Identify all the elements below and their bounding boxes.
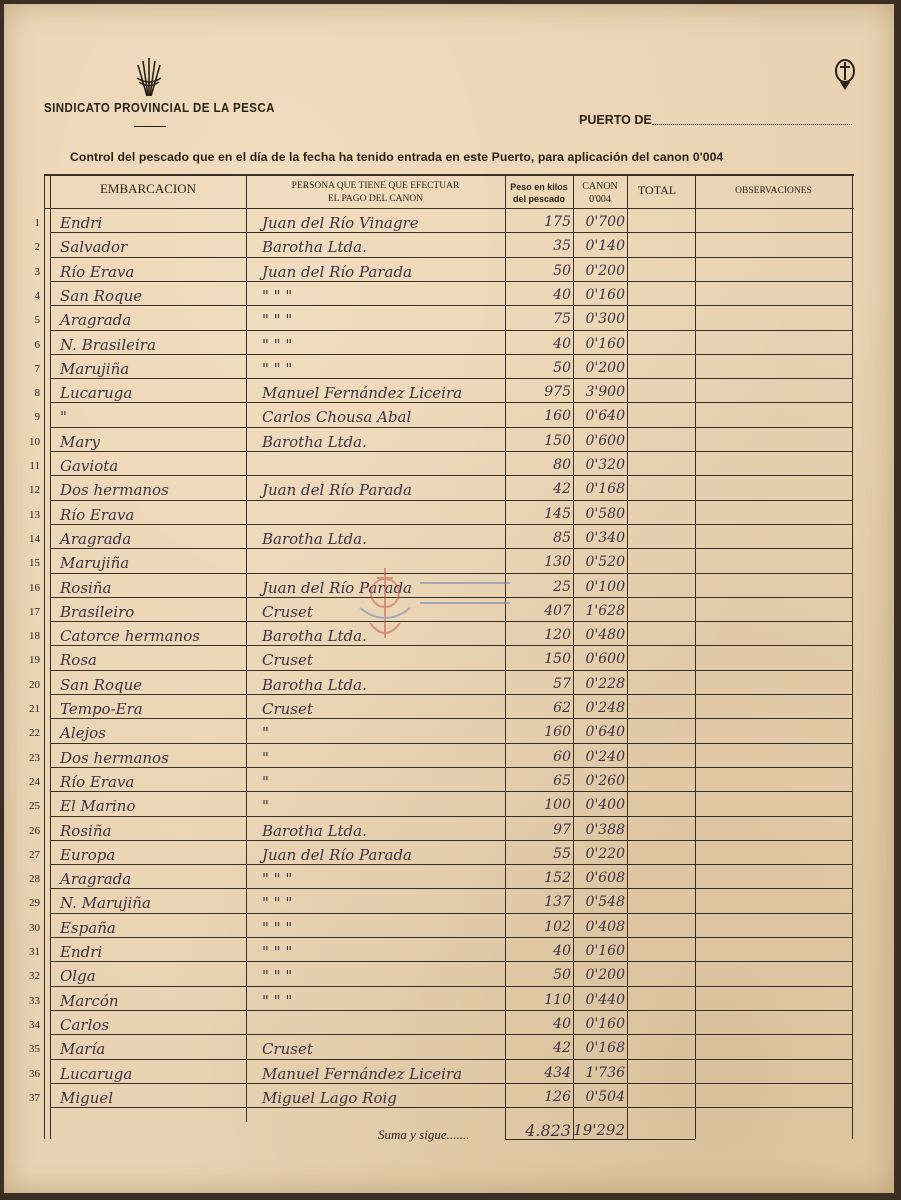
row-number: 21 [29, 703, 40, 715]
row-number: 30 [29, 922, 40, 934]
weight-kg: 75 [553, 311, 571, 327]
canon-amount: 0'140 [585, 238, 625, 254]
row-rule [50, 718, 852, 719]
payer-name: " " " [262, 311, 293, 329]
row-number: 2 [34, 241, 40, 253]
weight-kg: 40 [553, 336, 571, 352]
row-rule [50, 670, 852, 671]
sum-total-canon: 19'292 [573, 1121, 625, 1139]
weight-kg: 137 [544, 894, 571, 910]
weight-kg: 42 [553, 1040, 571, 1056]
row-number: 34 [29, 1019, 40, 1031]
canon-amount: 0'100 [585, 579, 625, 595]
row-rule [50, 816, 852, 817]
boat-name: San Roque [60, 676, 143, 694]
weight-kg: 40 [553, 943, 571, 959]
payer-name: Cruset [262, 1040, 313, 1058]
row-rule [50, 524, 852, 525]
boat-name: Lucaruga [60, 384, 133, 402]
boat-name: Lucaruga [60, 1065, 133, 1083]
row-number: 25 [29, 800, 40, 812]
payer-name: Juan del Río Parada [262, 579, 412, 597]
row-number: 36 [29, 1068, 40, 1080]
row-number: 13 [29, 509, 40, 521]
payer-name: Cruset [262, 651, 313, 669]
row-rule [50, 791, 852, 792]
canon-amount: 0'260 [585, 773, 625, 789]
weight-kg: 126 [544, 1089, 571, 1105]
row-rule [50, 475, 852, 476]
table-top-border [44, 174, 854, 176]
boat-name: Río Erava [60, 773, 135, 791]
weight-kg: 150 [544, 433, 571, 449]
canon-amount: 0'160 [585, 336, 625, 352]
payer-name: Juan del Río Parada [262, 846, 412, 864]
boat-name: Endri [60, 943, 103, 961]
row-rule [50, 378, 852, 379]
canon-amount: 3'900 [585, 384, 625, 400]
boat-name: Dos hermanos [60, 749, 169, 767]
payer-name: Manuel Fernández Liceira [262, 384, 463, 402]
title-underline [134, 126, 166, 127]
canon-amount: 0'320 [585, 457, 625, 473]
weight-kg: 60 [553, 749, 571, 765]
payer-name: Barotha Ltda. [262, 627, 367, 645]
row-number: 32 [29, 970, 40, 982]
canon-amount: 0'228 [585, 676, 625, 692]
row-rule [50, 402, 852, 403]
canon-amount: 0'248 [585, 700, 625, 716]
row-number: 24 [29, 776, 40, 788]
boat-name: Olga [60, 967, 96, 985]
payer-name: " " " [262, 992, 293, 1010]
row-rule [50, 937, 852, 938]
boat-name: Marujiña [60, 554, 130, 572]
row-rule [50, 451, 852, 452]
column-header-observations: OBSERVACIONES [735, 186, 812, 196]
payer-name: Barotha Ltda. [262, 238, 367, 256]
payer-name: " " " [262, 336, 293, 354]
weight-kg: 55 [553, 846, 571, 862]
row-rule [50, 840, 852, 841]
canon-amount: 0'220 [585, 846, 625, 862]
boat-name: Mary [60, 433, 100, 451]
sum-carry-label: Suma y sigue....... [378, 1127, 470, 1142]
payer-name: Manuel Fernández Liceira [262, 1065, 463, 1083]
payer-name: " " " [262, 360, 293, 378]
weight-kg: 975 [544, 384, 571, 400]
payer-name: Barotha Ltda. [262, 822, 367, 840]
row-number: 3 [34, 266, 40, 278]
inner-left-border [50, 174, 51, 1139]
row-number: 12 [29, 484, 40, 496]
canon-amount: 0'160 [585, 1016, 625, 1032]
weight-kg: 407 [544, 603, 571, 619]
payer-name: Miguel Lago Roig [262, 1089, 397, 1107]
payer-name: " " " [262, 870, 293, 888]
payer-name: Juan del Río Parada [262, 263, 412, 281]
canon-amount: 0'168 [585, 481, 625, 497]
weight-kg: 50 [553, 967, 571, 983]
boat-name: Dos hermanos [60, 481, 169, 499]
row-number: 28 [29, 873, 40, 885]
payer-name: " [262, 724, 269, 742]
boat-name: Aragrada [60, 870, 132, 888]
row-number: 37 [29, 1092, 40, 1104]
row-rule [50, 500, 852, 501]
row-number: 15 [29, 557, 40, 569]
row-number: 10 [29, 436, 40, 448]
payer-name: Carlos Chousa Abal [262, 408, 412, 426]
column-header-weight-line1: Peso en kilos [510, 182, 568, 192]
row-number: 1 [34, 217, 40, 229]
row-rule [50, 961, 852, 962]
boat-name: Rosiña [60, 822, 112, 840]
row-rule [50, 330, 852, 331]
seal-icon [832, 56, 858, 92]
boat-name: Europa [60, 846, 116, 864]
boat-name: Marcón [60, 992, 119, 1010]
canon-amount: 0'608 [585, 870, 625, 886]
port-fill-line [652, 124, 852, 125]
row-number: 9 [34, 411, 40, 423]
weight-kg: 85 [553, 530, 571, 546]
canon-amount: 0'600 [585, 651, 625, 667]
row-number: 33 [29, 995, 40, 1007]
row-rule [50, 281, 852, 282]
canon-amount: 0'640 [585, 408, 625, 424]
weight-kg: 40 [553, 1016, 571, 1032]
canon-amount: 0'504 [585, 1089, 625, 1105]
row-number: 23 [29, 752, 40, 764]
canon-amount: 0'440 [585, 992, 625, 1008]
row-rule [50, 888, 852, 889]
boat-name: Brasileiro [60, 603, 135, 621]
weight-kg: 42 [553, 481, 571, 497]
row-number: 8 [34, 387, 40, 399]
weight-kg: 130 [544, 554, 571, 570]
canon-amount: 0'600 [585, 433, 625, 449]
row-rule [50, 1083, 852, 1084]
header-bottom-border [44, 208, 854, 209]
canon-amount: 0'700 [585, 214, 625, 230]
boat-name: Catorce hermanos [60, 627, 200, 645]
boat-name: Río Erava [60, 506, 135, 524]
row-rule [50, 743, 852, 744]
canon-amount: 0'340 [585, 530, 625, 546]
canon-amount: 0'520 [585, 554, 625, 570]
row-number: 6 [34, 339, 40, 351]
weight-kg: 62 [553, 700, 571, 716]
port-label: PUERTO DE [579, 113, 652, 127]
sum-total-weight: 4.823 [525, 1121, 571, 1140]
row-rule [50, 767, 852, 768]
canon-amount: 0'200 [585, 967, 625, 983]
canon-amount: 0'408 [585, 919, 625, 935]
weight-kg: 120 [544, 627, 571, 643]
boat-name: N. Brasileira [60, 336, 156, 354]
payer-name: " " " [262, 287, 293, 305]
canon-amount: 0'400 [585, 797, 625, 813]
boat-name: Gaviota [60, 457, 119, 475]
weight-kg: 160 [544, 408, 571, 424]
weight-kg: 35 [553, 238, 571, 254]
canon-amount: 0'388 [585, 822, 625, 838]
payer-name: " " " [262, 894, 293, 912]
row-number: 29 [29, 897, 40, 909]
boat-name: España [60, 919, 116, 937]
payer-name: Barotha Ltda. [262, 530, 367, 548]
payer-name: Barotha Ltda. [262, 433, 367, 451]
payer-name: Cruset [262, 700, 313, 718]
canon-amount: 0'160 [585, 943, 625, 959]
payer-name: " " " [262, 919, 293, 937]
row-rule [50, 1059, 852, 1060]
weight-kg: 65 [553, 773, 571, 789]
boat-name: Carlos [60, 1016, 110, 1034]
row-rule [50, 257, 852, 258]
boat-name: Salvador [60, 238, 128, 256]
weight-kg: 145 [544, 506, 571, 522]
row-number: 19 [29, 654, 40, 666]
boat-name: Aragrada [60, 311, 132, 329]
row-rule [50, 427, 852, 428]
canon-amount: 0'240 [585, 749, 625, 765]
boat-name: Marujiña [60, 360, 130, 378]
row-rule [50, 913, 852, 914]
boat-name: Rosiña [60, 579, 112, 597]
weight-kg: 160 [544, 724, 571, 740]
col-divider-canon [627, 174, 628, 1139]
canon-amount: 0'640 [585, 724, 625, 740]
canon-amount: 0'548 [585, 894, 625, 910]
boat-name: Endri [60, 214, 103, 232]
boat-name: N. Marujiña [60, 894, 151, 912]
row-rule [50, 1107, 852, 1108]
canon-amount: 1'628 [585, 603, 625, 619]
weight-kg: 110 [544, 992, 571, 1008]
column-header-person [246, 180, 505, 206]
row-number: 5 [34, 314, 40, 326]
column-header-person-line2: EL PAGO DEL CANON [327, 194, 424, 204]
weight-kg: 150 [544, 651, 571, 667]
col-divider-total [695, 174, 696, 1139]
boat-name: Rosa [60, 651, 97, 669]
row-number: 16 [29, 582, 40, 594]
payer-name: Juan del Río Parada [262, 481, 412, 499]
column-header-boat: EMBARCACION [99, 181, 197, 196]
organization-title: SINDICATO PROVINCIAL DE LA PESCA [44, 101, 275, 115]
payer-name: Juan del Río Vinagre [262, 214, 419, 232]
weight-kg: 102 [544, 919, 571, 935]
row-number: 31 [29, 946, 40, 958]
payer-name: Barotha Ltda. [262, 676, 367, 694]
weight-kg: 50 [553, 360, 571, 376]
boat-name: " [60, 408, 67, 426]
row-number: 17 [29, 606, 40, 618]
row-number: 11 [29, 460, 40, 472]
row-rule [50, 1010, 852, 1011]
boat-name: El Marino [60, 797, 136, 815]
row-rule [50, 305, 852, 306]
payer-name: " [262, 797, 269, 815]
column-header-person-line1: PERSONA QUE TIENE QUE EFECTUAR [291, 181, 460, 191]
column-header-weight [505, 181, 573, 205]
weight-kg: 97 [553, 822, 571, 838]
row-number: 35 [29, 1043, 40, 1055]
row-number: 7 [34, 363, 40, 375]
archive-watermark-stamp [330, 548, 520, 648]
col-divider-boat [246, 174, 247, 1122]
canon-amount: 0'200 [585, 263, 625, 279]
row-number: 20 [29, 679, 40, 691]
weight-kg: 25 [553, 579, 571, 595]
column-header-weight-line2: del pescado [512, 194, 566, 204]
row-rule [50, 694, 852, 695]
weight-kg: 40 [553, 287, 571, 303]
row-number: 14 [29, 533, 40, 545]
weight-kg: 152 [544, 870, 571, 886]
payer-name: Cruset [262, 603, 313, 621]
row-number: 26 [29, 825, 40, 837]
yoke-arrows-emblem [134, 56, 164, 100]
canon-amount: 0'580 [585, 506, 625, 522]
canon-amount: 0'200 [585, 360, 625, 376]
boat-name: Tempo-Era [60, 700, 143, 718]
row-rule [50, 986, 852, 987]
row-rule [50, 232, 852, 233]
outer-right-border [852, 174, 853, 1139]
weight-kg: 100 [544, 797, 571, 813]
weight-kg: 434 [544, 1065, 571, 1081]
boat-name: Aragrada [60, 530, 132, 548]
boat-name: María [60, 1040, 106, 1058]
weight-kg: 57 [553, 676, 571, 692]
row-rule [50, 864, 852, 865]
payer-name: " [262, 749, 269, 767]
row-number: 18 [29, 630, 40, 642]
boat-name: Miguel [60, 1089, 114, 1107]
outer-left-border [44, 174, 45, 1139]
form-description: Control del pescado que en el día de la fecha ha tenido entrada en este Puerto, para aplicación del canon 0'004 [70, 150, 724, 164]
canon-amount: 0'480 [585, 627, 625, 643]
weight-kg: 50 [553, 263, 571, 279]
payer-name: " " " [262, 943, 293, 961]
payer-name: " [262, 773, 269, 791]
canon-amount: 1'736 [585, 1065, 625, 1081]
row-rule [50, 354, 852, 355]
canon-amount: 0'168 [585, 1040, 625, 1056]
column-header-total: TOTAL [637, 183, 677, 197]
boat-name: Río Erava [60, 263, 135, 281]
column-header-canon [573, 180, 627, 206]
row-number: 27 [29, 849, 40, 861]
boat-name: Alejos [60, 724, 106, 742]
row-number: 22 [29, 727, 40, 739]
canon-amount: 0'300 [585, 311, 625, 327]
column-header-canon-line1: CANON [582, 181, 618, 192]
payer-name: " " " [262, 967, 293, 985]
row-rule [50, 1034, 852, 1035]
boat-name: San Roque [60, 287, 143, 305]
weight-kg: 175 [544, 214, 571, 230]
column-header-canon-line2: 0'004 [589, 194, 611, 205]
canon-amount: 0'160 [585, 287, 625, 303]
weight-kg: 80 [553, 457, 571, 473]
row-number: 4 [34, 290, 40, 302]
